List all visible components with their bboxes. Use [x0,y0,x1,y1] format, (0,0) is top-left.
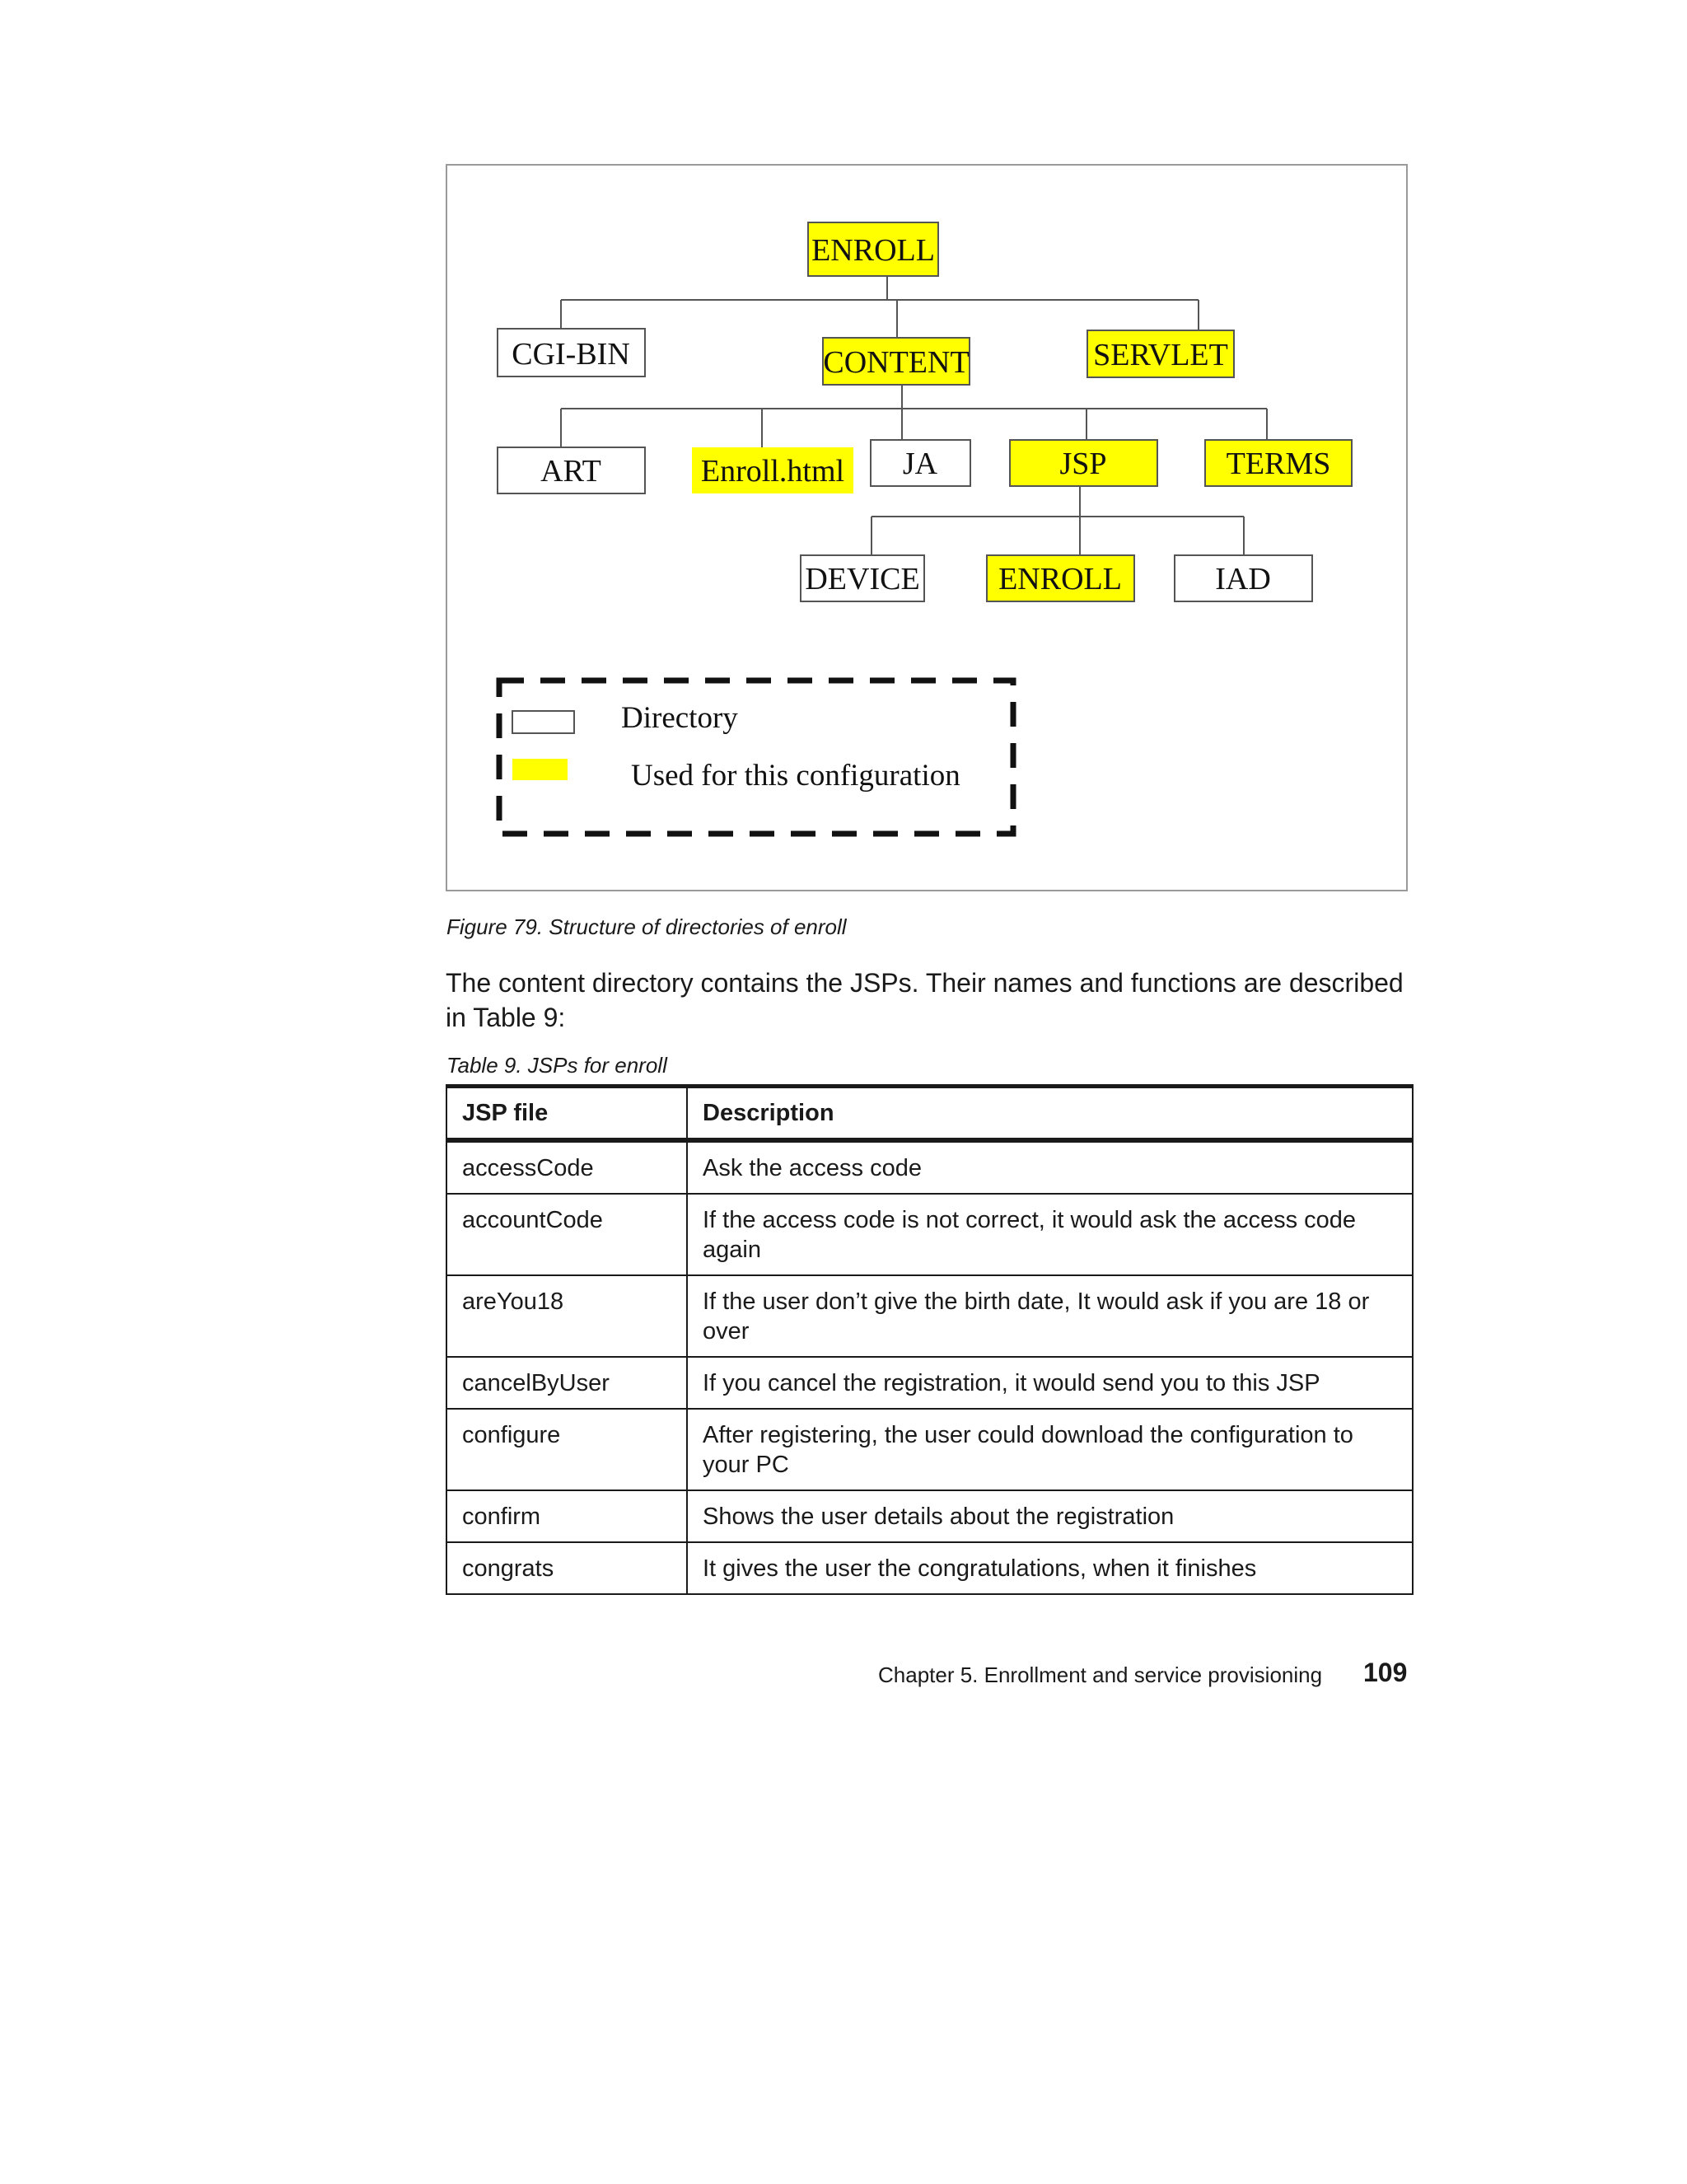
node-art [498,447,645,493]
directory-tree-diagram [447,166,1406,890]
table-row [446,1140,1413,1194]
node-jsp-enroll [987,555,1134,601]
table-caption: Table 9. JSPs for enroll [446,1053,667,1078]
figure-caption: Figure 79. Structure of directories of enroll [446,914,847,939]
description-cell: If the access code is not correct, it would ask the access code again [687,1194,1413,1275]
jsp-file-cell: accountCode [446,1194,687,1275]
node-cgi-bin [498,329,645,376]
table-row [446,1542,1413,1594]
node-label: ENROLL [811,233,935,268]
jsp-file-cell: areYou18 [446,1275,687,1357]
legend-swatch-directory [512,711,574,733]
node-device [801,555,924,601]
description-cell: After registering, the user could download the configuration to your PC [687,1409,1413,1490]
jsp-file-cell: configure [446,1409,687,1490]
node-label: CGI-BIN [512,337,630,372]
legend-border [499,680,1013,834]
description-cell: Shows the user details about the registration [687,1490,1413,1542]
node-iad [1175,555,1312,601]
node-servlet [1087,330,1234,377]
legend-swatch-used [512,759,568,780]
legend [499,680,1013,834]
legend-label-used: Used for this configuration [631,759,960,793]
directory-structure-figure [446,164,1408,891]
node-label: ENROLL [998,562,1122,596]
table-row [446,1490,1413,1542]
node-jsp [1010,440,1157,486]
description-cell: If you cancel the registration, it would send you to this JSP [687,1357,1413,1409]
table-row [446,1194,1413,1275]
jsp-file-cell: accessCode [446,1140,687,1194]
table-row [446,1357,1413,1409]
description-cell: If the user don’t give the birth date, It would ask if you are 18 or over [687,1275,1413,1357]
node-label: CONTENT [823,345,970,380]
table-header-row [446,1087,1413,1141]
legend-label-directory: Directory [621,701,738,735]
node-label: TERMS [1226,447,1331,481]
node-ja [871,440,970,486]
node-label: ART [540,454,601,489]
node-label: Enroll.html [700,454,845,489]
tree-connectors [561,276,1267,555]
description-cell: It gives the user the congratulations, when it finishes [687,1542,1413,1594]
jsp-file-cell: congrats [446,1542,687,1594]
node-label: SERVLET [1093,338,1228,372]
footer-chapter-title: Chapter 5. Enrollment and service provisioning [878,1663,1323,1687]
table-row [446,1275,1413,1357]
node-enroll-html [692,447,853,493]
node-label: JSP [1059,447,1107,481]
node-content [823,338,970,385]
body-paragraph: The content directory contains the JSPs. Their names and functions are described in Table 9: [446,968,1404,1032]
description-cell: Ask the access code [687,1140,1413,1194]
column-header-description: Description [687,1087,1413,1141]
jsp-file-cell: cancelByUser [446,1357,687,1409]
column-header-jsp-file: JSP file [446,1087,687,1141]
node-label: DEVICE [805,562,920,596]
node-label: JA [902,447,938,481]
footer-page-number: 109 [1363,1658,1408,1687]
jsp-file-cell: confirm [446,1490,687,1542]
table-row [446,1409,1413,1490]
node-enroll-root [808,222,938,276]
jsp-table [446,1084,1414,1595]
node-terms [1205,440,1352,486]
node-label: IAD [1215,562,1271,596]
